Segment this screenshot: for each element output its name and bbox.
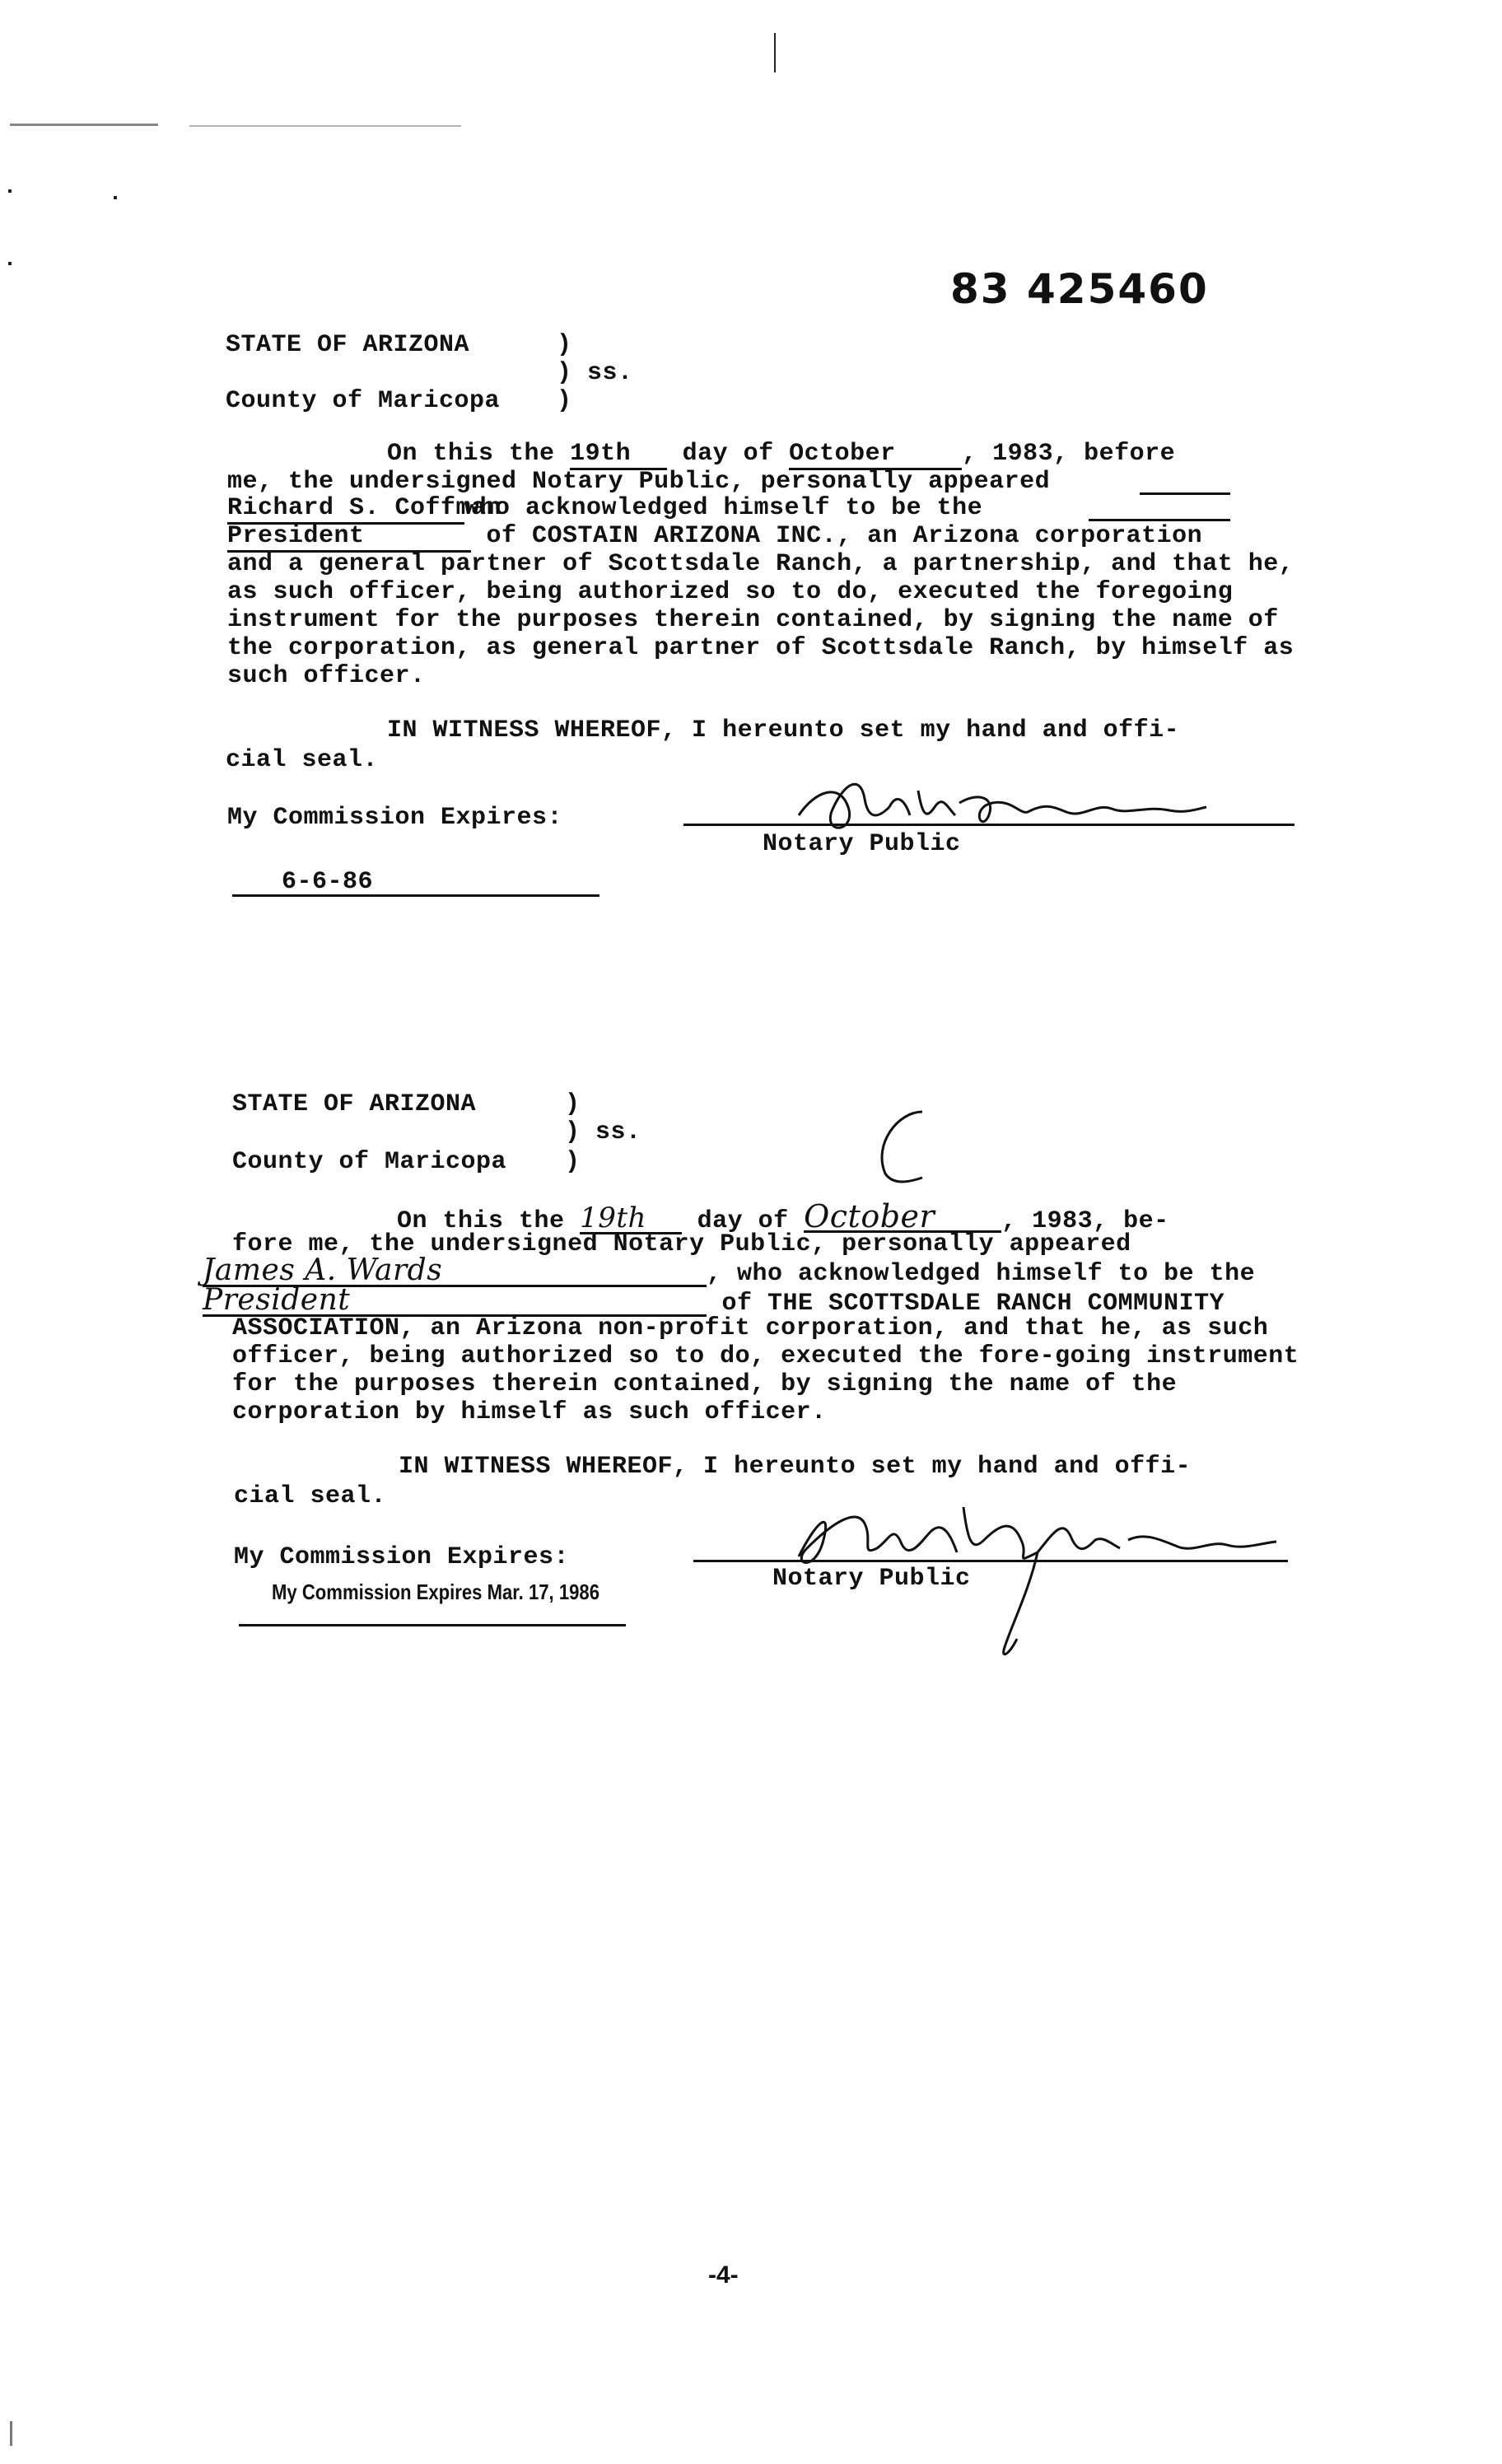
commission-date-line: [239, 1624, 626, 1626]
title-field: President: [203, 1286, 707, 1317]
month-field: October: [804, 1202, 1001, 1233]
venue-ss: ) ss.: [565, 1118, 641, 1146]
ack-line-3: [203, 1253, 1256, 1288]
commission-stamp: My Commission Expires Mar. 17, 1986: [272, 1580, 599, 1604]
notary-signature-1: [782, 758, 1210, 848]
venue-paren: ): [565, 1148, 581, 1176]
of-company: of COSTAIN ARIZONA INC., an Arizona corporation: [486, 522, 1203, 550]
ack-line-1: [387, 440, 1175, 470]
ack-line-4: [203, 1283, 1225, 1318]
commission-label: My Commission Expires:: [227, 804, 563, 832]
on-this-the: On this the: [387, 440, 555, 468]
year-text: , 1983, be-: [1001, 1207, 1169, 1235]
ack-line-3: [227, 494, 982, 525]
scan-artifact-line: [10, 2421, 12, 2446]
venue-state: STATE OF ARIZONA: [226, 331, 470, 359]
venue-state: STATE OF ARIZONA: [232, 1090, 477, 1118]
commission-label: My Commission Expires:: [234, 1543, 570, 1571]
ack-line-2: fore me, the undersigned Notary Public, personally appeared: [232, 1230, 1131, 1258]
blank-line: [1140, 492, 1230, 495]
venue-paren: ): [557, 331, 572, 359]
ack-line-4: [227, 522, 1202, 553]
venue-county: County of Maricopa: [232, 1148, 507, 1176]
notary-public-label: Notary Public: [763, 830, 961, 858]
scan-artifact-dot: [114, 196, 117, 199]
month-field: October: [789, 440, 962, 470]
title-field: President: [227, 522, 471, 553]
document-number: 83 425460: [950, 265, 1209, 313]
blank-line: [1089, 519, 1230, 521]
notary-signature-2: [766, 1474, 1293, 1664]
venue-paren: ): [557, 387, 572, 415]
scan-artifact-header: [189, 125, 461, 127]
scan-artifact-header: [10, 124, 158, 126]
day-of: day of: [682, 440, 774, 468]
of-company: of THE SCOTTSDALE RANCH COMMUNITY: [721, 1290, 1225, 1318]
venue-paren: ): [565, 1090, 581, 1118]
scan-artifact-dot: [8, 189, 12, 193]
ack-line-2: me, the undersigned Notary Public, personally appeared: [227, 468, 1051, 496]
on-this-the: On this the: [397, 1207, 565, 1235]
scan-artifact-dot: [8, 262, 12, 265]
ack-body: ASSOCIATION, an Arizona non-profit corporation, and that he, as such officer, being authorized so to do, executed the fore-going instrument for the purposes therein contained, by signing the name of the corporation by himself as such officer.: [232, 1314, 1314, 1426]
witness-line-cont: cial seal.: [234, 1482, 387, 1510]
scan-artifact-line: [774, 33, 776, 72]
day-of: day of: [697, 1207, 789, 1235]
acknowledged-text: , who acknowledged himself to be the: [707, 1260, 1256, 1288]
year-text: , 1983, before: [962, 440, 1176, 468]
commission-date-line: [232, 894, 599, 897]
acknowledged-text: who acknowledged himself to be the: [464, 494, 983, 522]
day-field: 19th: [570, 440, 667, 470]
signer-name-field: Richard S. Coffman: [227, 494, 464, 525]
signer-name-field: James A. Wards: [203, 1257, 707, 1287]
notary-public-label: Notary Public: [772, 1565, 971, 1593]
page-number: -4-: [708, 2261, 739, 2289]
venue-county: County of Maricopa: [226, 387, 501, 415]
witness-line: IN WITNESS WHEREOF, I hereunto set my hand and offi-: [399, 1453, 1192, 1481]
witness-line-cont: cial seal.: [226, 746, 379, 774]
day-field: 19th: [580, 1204, 682, 1234]
ack-body: and a general partner of Scottsdale Ranch, a partnership, and that he, as such officer, being authorized so to do, executed the foregoing instrument for the purposes therein contained, by signing the name of the corporation, as general partner of Scottsdale Ranch, by himself as such officer.: [227, 550, 1309, 690]
venue-ss: ) ss.: [557, 359, 633, 387]
commission-date: 6-6-86: [282, 868, 374, 896]
handwritten-month-flourish: [865, 1095, 963, 1186]
witness-line: IN WITNESS WHEREOF, I hereunto set my hand and offi-: [387, 716, 1180, 744]
